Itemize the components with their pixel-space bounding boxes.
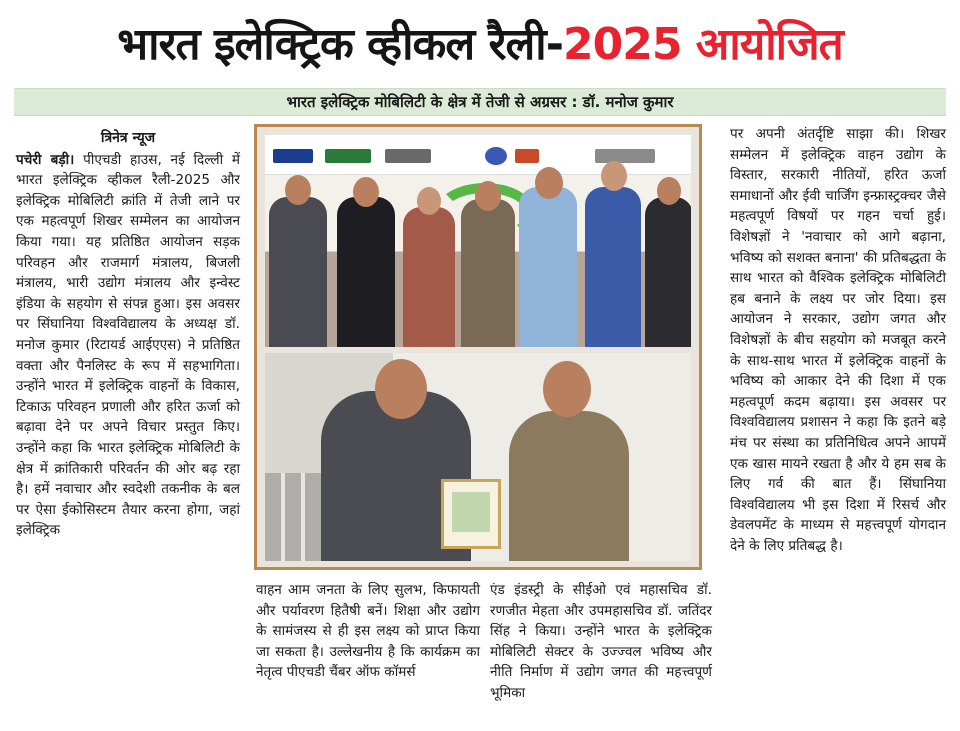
dateline: पचेरी बड़ी। xyxy=(16,151,75,168)
article-text-mid-a: वाहन आम जनता के लिए सुलभ, किफायती और पर्यावरण हितैषी बनें। शिक्षा और उद्योग के सामंजस्य से ही इस लक्ष्य को प्राप्त किया जा सकता है। उल्लेखनीय है कि कार्यक्रम का नेतृत्व पीएचडी चैंबर ऑफ कॉमर्स xyxy=(256,582,480,681)
person xyxy=(585,187,641,347)
article-column-mid-b xyxy=(490,580,712,704)
wall-frames xyxy=(265,473,325,561)
article-text-left: पीएचडी हाउस, नई दिल्ली में भारत इलेक्ट्रिक व्हीकल रैली-2025 और इलेक्ट्रिक मोबिलिटी क्रांति में तेजी लाने पर एक महत्वपूर्ण शिखर सम्मेलन का आयोजन किया गया। यह प्रतिष्ठित आयोजन सड़क परिवहन और राजमार्ग मंत्रालय, बिजली मंत्रालय, भारी उद्योग मंत्रालय और इन्वेस्ट इंडिया के सहयोग से संपन्न हुआ। इस अवसर पर सिंघानिया विश्वविद्यालय के अध्यक्ष डॉ. मनोज कुमार (रिटायर्ड आईएएस) ने प्रतिष्ठित वक्ता और पैनलिस्ट के रूप में सहभागिता। उन्होंने भारत में इलेक्ट्रिक वाहनों के विकास, टिकाऊ परिवहन प्रणाली और हरित ऊर्जा को बढ़ावा देने पर अपने विचार प्रस्तुत किए। उन्होंने कहा कि भारत इलेक्ट्रिक मोबिलिटी के क्षेत्र में क्रांतिकारी परिवर्तन की ओर बढ़ रहा है। हमें नवाचार और स्वदेशी तकनीक के बल पर ऐसा ईकोसिस्टम तैयार करना होगा, जहां इलेक्ट्रिक xyxy=(16,151,241,539)
group-photo xyxy=(265,135,691,347)
person-head xyxy=(375,359,427,419)
sponsor-logo-icon xyxy=(485,147,507,165)
person xyxy=(403,207,455,347)
sponsor-logo-icon xyxy=(515,149,539,163)
award-photo xyxy=(265,353,691,561)
sponsor-logo-icon xyxy=(385,149,431,163)
article-column-right xyxy=(730,124,946,556)
article-paragraph-1 xyxy=(16,150,240,541)
certificate-icon xyxy=(441,479,501,549)
article-text-mid-b: एंड इंडस्ट्री के सीईओ एवं महासचिव डॉ. रणजीत मेहता और उपमहासचिव डॉ. जतिंदर सिंह ने किया। उन्होंने भारत के इलेक्ट्रिक मोबिलिटी सेक्टर के उज्ज्वल भविष्य और नीति निर्माण में उद्योग जगत की महत्त्वपूर्ण भूमिका xyxy=(490,582,712,701)
person-head xyxy=(601,161,627,191)
person xyxy=(519,187,577,347)
byline: त्रिनेत्र न्यूज xyxy=(100,130,156,146)
person xyxy=(269,197,327,347)
photo-frame xyxy=(254,124,702,570)
headline-part-1: भारत इलेक्ट्रिक व्हीकल रैली- xyxy=(117,19,563,70)
person-head xyxy=(475,181,501,211)
headline xyxy=(14,6,946,78)
person-head xyxy=(353,177,379,207)
person-head xyxy=(285,175,311,205)
person xyxy=(509,411,629,561)
article-column-mid-a xyxy=(256,580,480,683)
sponsor-logo-strip xyxy=(265,135,691,175)
sponsor-logo-icon xyxy=(273,149,313,163)
person-head xyxy=(657,177,681,205)
person xyxy=(461,199,515,347)
person xyxy=(645,197,691,347)
article-text-right: पर अपनी अंतर्दृष्टि साझा की। शिखर सम्मेलन में इलेक्ट्रिक वाहन उद्योग के विस्तार, सरकारी नीतियों, हरित ऊर्जा समाधानों और ईवी चार्जिंग इन्फ्रास्ट्रक्चर जैसे महत्वपूर्ण विषयों पर गहन चर्चा हुई। विशेषज्ञों ने 'नवाचार को आगे बढ़ाना, भविष्य को सशक्त बनाना' की प्रतिबद्धता के साथ भारत को वैश्विक इलेक्ट्रिक मोबिलिटी हब बनाने के लक्ष्य पर जोर दिया। इस आयोजन ने सरकार, उद्योग जगत और विशेषज्ञों के बीच सहयोग को मजबूत करने के साथ-साथ भारत में इलेक्ट्रिक वाहनों के भविष्य को आकार देने की दिशा में एक महत्वपूर्ण कदम बढ़ाया। इस अवसर पर विश्वविद्यालय प्रशासन ने कहा कि इतने बड़े मंच पर संस्था का प्रतिनिधित्व अपने आपमें एक खास मायने रखता है और ये हम सब के लिए गर्व की बात हैं। सिंघानिया विश्वविद्यालय भी इस दिशा में रिसर्च और डेवलपमेंट के माध्यम से महत्त्वपूर्ण योगदान देने के लिए प्रतिबद्ध है। xyxy=(730,126,946,554)
article-column-left xyxy=(16,128,240,541)
subheadline: भारत इलेक्ट्रिक मोबिलिटी के क्षेत्र में तेजी से अग्रसर : डॉ. मनोज कुमार xyxy=(14,88,946,116)
person-head xyxy=(543,361,591,417)
person xyxy=(337,197,395,347)
person-head xyxy=(535,167,563,199)
sponsor-logo-icon xyxy=(325,149,371,163)
sponsor-logo-icon xyxy=(595,149,655,163)
headline-part-2: 2025 आयोजित xyxy=(562,19,843,70)
person-head xyxy=(417,187,441,215)
